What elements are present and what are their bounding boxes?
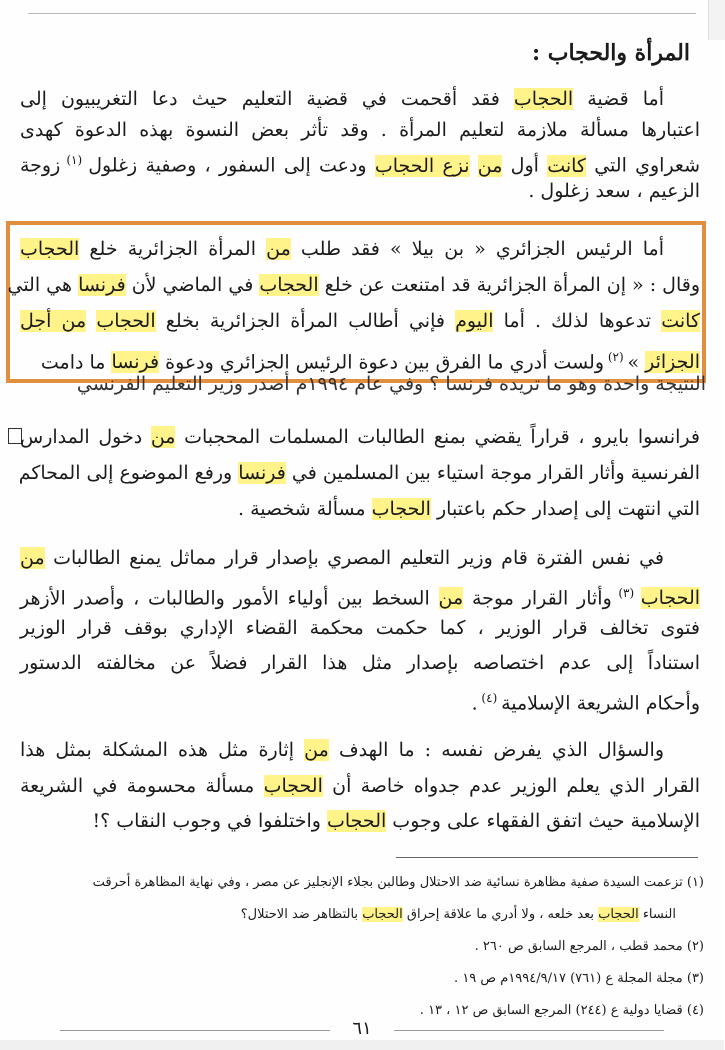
highlighted-word: من <box>438 587 464 610</box>
text-line <box>20 615 700 643</box>
text-run: الإسلامية حيث اتفق الفقهاء على وجوب <box>386 810 700 832</box>
highlighted-word: من <box>304 739 329 761</box>
text-run: اعتبارها مسألة ملازمة لتعليم المرأة . وقد تأثر بعض النسوة بهذه الدعوة كهدى <box>20 118 700 141</box>
text-run: النساء <box>638 907 676 922</box>
text-run: فقد أقحمت في قضية التعليم حيث دعا التغريبيون إلى <box>20 88 514 110</box>
highlighted-word: الجزائر <box>645 351 700 374</box>
text-run: بعد خلعه ، ولا أدري ما علاقة إحراق <box>402 907 599 922</box>
text-run <box>470 155 478 177</box>
text-run: أما قضية <box>573 88 664 110</box>
text-run: (٣) مجلة المجلة ع (٧٦١) ١٩٩٤/٩/١٧م ص ١٩ . <box>454 971 704 986</box>
text-run: ولست أدري ما الفرق بين دعوة الرئيس الجزائري ودعوة <box>159 351 604 374</box>
highlighted-word: من <box>150 426 176 448</box>
text-line <box>20 117 700 145</box>
text-line <box>20 685 700 713</box>
highlighted-word: نزع الحجاب <box>374 154 470 177</box>
text-run: مسألة محسومة في الشريعة <box>20 774 264 797</box>
text-run: (٤) قضايا دولية ع (٢٤٤) المرجع السابق ص ١٢ ، ١٣ . <box>419 1003 704 1018</box>
occluded-line-text: النتيجة واحدة وهو ما تريده فرنسا ؟ وفي عام ١٩٩٤م أصدر وزير التعليم الفرنسي <box>76 373 706 395</box>
text-line <box>20 545 700 573</box>
text-line <box>20 773 700 801</box>
text-run: استناداً إلى عدم اختصاصه بإصدار مثل هذا القرار فضلاً عن مخالفته الدستور <box>20 652 700 674</box>
occluded-line <box>14 373 706 398</box>
text-line <box>20 580 700 608</box>
text-line <box>20 496 700 524</box>
text-run: وأحكام الشريعة الإسلامية <box>501 692 700 715</box>
text-run: إثارة مثل هذه المشكلة بمثل هذا <box>20 739 305 761</box>
highlighted-word: من <box>266 238 291 260</box>
text-run: . <box>471 692 478 715</box>
highlighted-word: فرنسا <box>111 351 160 374</box>
text-run: أول <box>502 154 548 177</box>
text-run: شعراوي التي <box>585 154 701 177</box>
text-run: واختلفوا في وجوب النقاب ؟! <box>92 810 327 832</box>
text-run: (١) تزعمت السيدة صفية مظاهرة نسائية ضد الاحتلال وطالبن بجلاء الإنجليز عن مصر ، وفي نهاية المظاهرة أحرقت <box>92 875 704 890</box>
footnote-line <box>20 970 704 990</box>
highlighted-word: من <box>477 154 503 177</box>
text-run: (٢) محمد قطب ، المرجع السابق ص ٢٦٠ . <box>474 939 704 954</box>
text-run: في الماضي لأن <box>125 274 260 296</box>
text-run: أما الرئيس الجزائري « بن بيلا » فقد طلب <box>290 238 664 260</box>
highlighted-word: الحجاب <box>640 587 701 610</box>
highlighted-word: كانت <box>547 154 586 177</box>
highlighted-word: الحجاب <box>371 498 431 520</box>
footnote-ref: (٢) <box>604 350 628 364</box>
text-run: الفرنسية وأثار القرار موجة استياء بين المسلمين في <box>285 462 700 484</box>
footnote-line <box>20 938 704 958</box>
footnote-ref: (١) <box>60 153 89 168</box>
highlighted-word: الحجاب <box>362 907 403 922</box>
text-run: ورفع الموضوع إلى المحاكم <box>18 462 239 484</box>
text-run: وأثار القرار موجة <box>463 587 612 610</box>
text-line <box>20 460 700 488</box>
highlighted-word: الحجاب <box>259 274 319 296</box>
text-line <box>20 236 700 264</box>
text-run: ما دامت <box>40 351 112 374</box>
page-number: ٦١ <box>352 1018 372 1039</box>
text-line <box>20 737 700 765</box>
text-line <box>20 424 700 452</box>
text-run: هي التي <box>7 274 79 296</box>
highlighted-word: الحجاب <box>513 88 574 110</box>
text-run: والسؤال الذي يفرض نفسه : ما الهدف <box>328 739 664 761</box>
top-rule <box>28 13 696 14</box>
section-heading: المرأة والحجاب : <box>531 40 690 66</box>
text-run: فرانسوا بايرو ، قراراً يقضي بمنع الطالبات المسلمات المحجبات <box>175 426 700 448</box>
text-run: مسألة شخصية . <box>238 498 372 520</box>
highlighted-word: كانت <box>661 310 700 332</box>
highlighted-word: فرنسا <box>238 462 286 484</box>
footnote-ref: (٣) <box>611 586 641 600</box>
page-corner <box>708 0 725 40</box>
text-run: تدعوها لذلك . أما <box>493 310 662 332</box>
bottom-edge <box>0 1040 724 1050</box>
text-run: في نفس الفترة قام وزير التعليم المصري بإصدار قرار مماثل يمنع الطالبات <box>44 547 664 569</box>
text-run: المرأة الجزائرية خلع <box>79 238 267 260</box>
highlighted-word: فرنسا <box>78 274 126 296</box>
highlighted-word: من أجل <box>20 310 87 332</box>
highlighted-word: الحجاب <box>96 310 156 332</box>
footnote-line <box>20 874 704 894</box>
text-line <box>20 808 700 836</box>
highlighted-word: اليوم <box>455 310 494 332</box>
text-line <box>20 147 700 175</box>
highlighted-word: الحجاب <box>20 238 80 260</box>
text-run: » <box>627 351 646 374</box>
text-line <box>7 272 700 300</box>
highlighted-word: الحجاب <box>598 907 639 922</box>
text-line <box>20 650 700 678</box>
text-run: بالتظاهر ضد الاحتلال؟ <box>240 907 363 922</box>
text-line <box>20 178 700 206</box>
highlighted-word: من <box>20 547 45 569</box>
highlighted-word: الحجاب <box>263 774 323 797</box>
text-run: وقال : « إن المرأة الجزائرية قد امتنعت عن خلع <box>318 274 700 296</box>
highlighted-word: الحجاب <box>326 810 387 832</box>
footnote-separator <box>396 857 698 858</box>
text-line <box>20 344 700 372</box>
text-line <box>20 308 700 336</box>
text-run: فتوى تخالف قرار الوزير ، كما حكمت محكمة القضاء الإداري بوقف قرار الوزير <box>20 617 700 639</box>
text-run: القرار الذي يعلم الوزير عدم جدواه خاصة أن <box>322 774 700 797</box>
text-run: دخول المدارس <box>20 426 151 448</box>
text-run: زوجة <box>20 154 61 177</box>
footnote-ref: (٤) <box>477 691 502 705</box>
text-run: السخط بين أولياء الأمور والطالبات ، وأصدر الأزهر <box>20 587 439 610</box>
footnote-line <box>20 906 704 926</box>
text-line <box>20 86 700 114</box>
text-run: ودعت إلى السفور ، وصفية زغلول <box>88 154 375 177</box>
text-run: فإني أطالب المرأة الجزائرية بخلع <box>155 310 456 332</box>
text-run: التي انتهت إلى إصدار حكم باعتبار <box>430 498 700 520</box>
text-run: الزعيم ، سعد زغلول . <box>528 180 700 203</box>
text-run <box>86 310 96 332</box>
